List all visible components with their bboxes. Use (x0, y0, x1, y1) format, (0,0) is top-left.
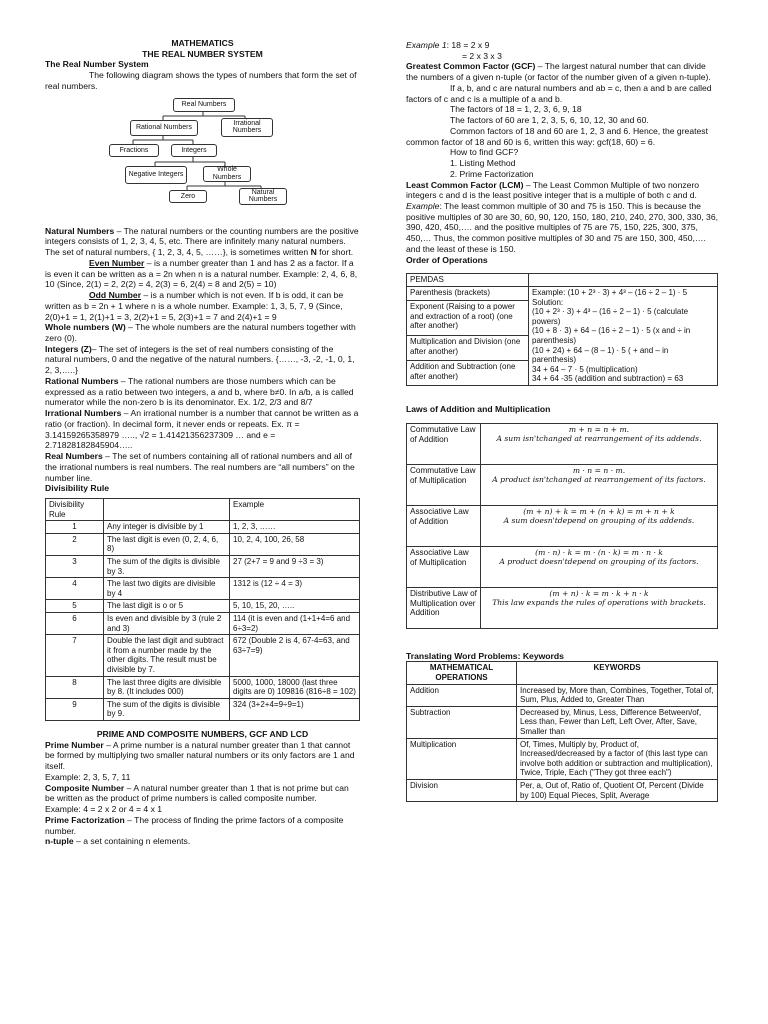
diagram-connectors (45, 96, 360, 224)
integers-def: Integers (Z)– The set of integers is the set of real numbers consisting of the natural numbers, 0 and the negative of the natural numbers. {……, -3, -2, -1, 0, 1, 2, 3,…..} (45, 343, 355, 376)
table-row (46, 533, 360, 555)
gcf-factors-def: If a, b, and c are natural numbers and ab = c, then a and b are called factors of c and c is a multiple of a and b. (406, 82, 712, 104)
laws-heading: Laws of Addition and Multiplication (406, 403, 551, 414)
table-cell: 1, 2, 3, …… (230, 521, 360, 534)
table-cell: 4 (46, 578, 104, 600)
node-rational-numbers: Rational Numbers (130, 120, 198, 136)
intro-paragraph: The following diagram shows the types of numbers that form the set of real numbers. (45, 70, 357, 91)
composite-def: Composite Number – A natural number greater than 1 that is not prime but can be written as the product of prime numbers is called composite number. (45, 782, 349, 804)
table-row (46, 521, 360, 534)
table-cell: The last digit is o or 5 (104, 600, 230, 613)
operation-cell: Parenthesis (brackets) (407, 287, 529, 301)
example-line: 34 + 64 -35 (addition and subtraction) = 63 (532, 374, 684, 384)
table-row (407, 779, 718, 801)
law-formula: m + n = n + m. (568, 424, 630, 434)
lcm-example: Example: The least common multiple of 30 and 75 is 150. This is because the positive multiples of 30 are 30, 60, 90, 120, 150, 180, 210, 240, 270, 300, 330, 36, 390, 420, 450,…. and the positive multiples of 75 are 75, 150, 225, 300, 375, 450,… Thus, the common positive multiples of 30 and 75 are 150, 300, 450,…. and the least of these is 150. (406, 201, 718, 254)
table-row (46, 635, 360, 676)
divisibility-header-cell: Divisibility Rule (46, 499, 104, 521)
table-row (407, 274, 718, 287)
table-cell: Addition (407, 684, 517, 706)
gcf-common: Common factors of 18 and 60 are 1, 2, 3 and 6. Hence, the greatest common factor of 18 and 60 is 6, written this way: gcf(18, 60) = 6. (406, 125, 708, 147)
law-name: Distributive Law of Multiplication over Addition (407, 587, 481, 628)
law-description: A sum doesn'tdepend on grouping of its addends. (503, 515, 695, 525)
table-cell: 9 (46, 698, 104, 720)
node-fractions: Fractions (109, 144, 159, 157)
doc-title: MATHEMATICS (171, 38, 234, 48)
table-cell: The last three digits are divisible by 8. (It includes 000) (104, 676, 230, 698)
table-row (407, 464, 718, 505)
table-cell: Division (407, 779, 517, 801)
right-column (406, 40, 718, 802)
table-cell: The last digit is even (0, 2, 4, 6, 8) (104, 533, 230, 555)
gcf-factors-18: The factors of 18 = 1, 2, 3, 6, 9, 18 (450, 104, 582, 115)
example-line: (10 + 2³ · 3) + 4³ – (16 ÷ 2 – 1) · 5 (calculate powers) (532, 307, 689, 326)
table-cell: 10, 2, 4, 100, 26, 58 (230, 533, 360, 555)
table-row (407, 505, 718, 546)
table-row (407, 706, 718, 738)
table-cell: Double the last digit and subtract it from a number made by the other digits. The result must be divisible by 7. (104, 635, 230, 676)
table-cell: Of, Times, Multiply by, Product of, Increased/decreased by a factor of (this last type can involve both addition or subtraction and multiplication), Twice, Triple, Each ("They got three each") (517, 738, 718, 779)
example-line: Solution: (532, 297, 564, 307)
law-name: Commutative Law of Multiplication (407, 464, 481, 505)
table-row (407, 287, 718, 301)
number-system-diagram (45, 96, 360, 224)
table-row (407, 423, 718, 464)
table-cell: Per, a, Out of, Ratio of, Quotient Of, Percent (Divide by 100) Equal Pieces, Split, Average (517, 779, 718, 801)
table-cell: 672 (Double 2 is 4, 67-4=63, and 63÷7=9) (230, 635, 360, 676)
rational-def: Rational Numbers – The rational numbers are those numbers which can be expressed as a ratio between two integers, a and b, where b≠0. In a/b, a is called numerator while the non-zero b is its denominator. Ex. 1/2, 2/3 and 8/7 (45, 375, 354, 408)
table-cell: 8 (46, 676, 104, 698)
table-row (46, 556, 360, 578)
law-formula: (m + n) + k = m + (n + k) = m + n + k (523, 506, 675, 516)
order-of-operations-table (406, 273, 718, 386)
node-irrational-numbers: Irrational Numbers (221, 118, 273, 137)
law-description: A product doesn'tdepend on grouping of its factors. (499, 556, 699, 566)
irrational-def: Irrational Numbers – An irrational number is a number that cannot be written as a ratio (or fraction). In decimal form, it never ends or repeats. Ex. π = 3.14159265358979 ….., √2 = 1.41421356237309 … and e = 2.71828182845904….. (45, 408, 359, 451)
gcf-factors-60: The factors of 60 are 1, 2, 3, 5, 6, 10, 12, 30 and 60. (450, 115, 649, 126)
table-cell: 1 (46, 521, 104, 534)
table-cell: Increased by, More than, Combines, Together, Total of, Sum, Plus, Added to, Greater Than (517, 684, 718, 706)
natural-def: Natural Numbers – The natural numbers or the counting numbers are the positive integers consists of 1, 2, 3, 4, 5, etc. There are infinitely many natural numbers. The set of natural numbers, { 1, 2, 3, 4, 5, ……}, is sometimes written N for short. (45, 225, 359, 258)
prime-def: Prime Number – A prime number is a natural number greater than 1 that cannot be formed by multiplying two smaller natural numbers or its only factors are 1 and itself. (45, 739, 355, 772)
prime-example: Example: 2, 3, 5, 7, 11 (45, 771, 131, 782)
law-content (481, 505, 718, 546)
table-cell: Decreased by, Minus, Less, Difference Between/of, Less than, Fewer than Left, Left Over, After, Save, Smaller than (517, 706, 718, 738)
keywords-header-cell: MATHEMATICAL OPERATIONS (407, 662, 517, 684)
how-gcf: How to find GCF? (450, 147, 519, 158)
table-cell: The sum of the digits is divisible by 9. (104, 698, 230, 720)
node-zero: Zero (169, 190, 207, 203)
node-negative-integers: Negative Integers (125, 166, 187, 184)
table-cell: 5 (46, 600, 104, 613)
operation-cell: Exponent (Raising to a power and extraction of a root) (one after another) (407, 301, 529, 336)
example1-line2: = 2 x 3 x 3 (462, 50, 502, 61)
table-row (46, 612, 360, 634)
divisibility-header-cell (104, 499, 230, 521)
table-cell: Subtraction (407, 706, 517, 738)
table-row (46, 676, 360, 698)
law-description: A product isn'tchanged at rearrangement of its factors. (492, 474, 706, 484)
pemdas-header: PEMDAS (407, 274, 529, 287)
table-row (407, 546, 718, 587)
how-gcf-1: 1. Listing Method (450, 158, 516, 169)
keywords-header-cell: KEYWORDS (517, 662, 718, 684)
node-natural-numbers: Natural Numbers (239, 188, 287, 205)
example-line: 34 + 64 – 7 · 5 (multiplication) (532, 364, 638, 374)
table-row (407, 587, 718, 628)
doc-subtitle: THE REAL NUMBER SYSTEM (142, 48, 263, 59)
law-name: Associative Law of Addition (407, 505, 481, 546)
left-column (45, 38, 360, 847)
table-row (407, 738, 718, 779)
divisibility-table (45, 498, 360, 721)
order-ops-heading: Order of Operations (406, 254, 488, 265)
divisibility-header-cell: Example (230, 499, 360, 521)
law-content (481, 587, 718, 628)
example-line: (10 + 8 · 3) + 64 – (16 ÷ 2 – 1) · 5 (x and ÷ in parenthesis) (532, 326, 691, 345)
table-cell: 5, 10, 15, 20, ….. (230, 600, 360, 613)
node-whole-numbers: Whole Numbers (203, 166, 251, 182)
law-name: Commutative Law of Addition (407, 423, 481, 464)
table-cell: 114 (it is even and (1+1+4=6 and 6÷3=2) (230, 612, 360, 634)
section-heading: The Real Number System (45, 59, 149, 70)
law-formula: m · n = n · m. (572, 465, 626, 475)
prime-factorization-def: Prime Factorization – The process of finding the prime factors of a composite number. (45, 814, 344, 836)
laws-table (406, 423, 718, 629)
table-cell: 7 (46, 635, 104, 676)
gcf-def: Greatest Common Factor (GCF) – The largest natural number that can divide the numbers of a given n-tuple (or factor of the number given of a given n-tuple). (406, 61, 711, 83)
table-cell: 324 (3+2+4=9÷9=1) (230, 698, 360, 720)
prime-section-title: PRIME AND COMPOSITE NUMBERS, GCF AND LCD (96, 728, 309, 739)
example-line: (10 + 24) + 64 – (8 – 1) · 5 ( + and – in parenthesis) (532, 345, 669, 365)
example-line: Example: (10 + 2³ · 3) + 4³ – (16 ÷ 2 – 1) · 5 (532, 288, 688, 298)
operation-cell: Multiplication and Division (one after another) (407, 336, 529, 361)
table-cell (529, 274, 718, 287)
table-cell: 2 (46, 533, 104, 555)
lcm-def: Least Common Factor (LCM) – The Least Common Multiple of two nonzero integers c and d is the least positive integer that is a multiple of both c and d. (406, 179, 700, 201)
law-formula: (m + n) · k = m · k + n · k (549, 588, 649, 598)
table-cell: 5000, 1000, 18000 (last three digits are 0) 109816 (816÷8 = 102) (230, 676, 360, 698)
node-real-numbers: Real Numbers (173, 98, 235, 112)
real-def: Real Numbers – The set of numbers containing all of rational numbers and all of the irrational numbers is real numbers. The real numbers are “all numbers” on the number line. (45, 451, 355, 483)
law-formula: (m · n) · k = m · (n · k) = m · n · k (535, 547, 663, 557)
node-integers: Integers (171, 144, 217, 157)
odd-def: Odd Number – is a number which is not even. If b is odd, it can be written as b = 2n + 1 where n is a whole number. Example: 1, 3, 5, 7, 9 (Since, 2(0)+1 = 1, 2(1)+1 = 3, 2(2)+1 = 5, 2(3)+1 = 7 and 2(4)+1 = 9 (45, 290, 344, 322)
table-row (46, 578, 360, 600)
table-row (407, 684, 718, 706)
even-def: Even Number – is a number greater than 1 and has 2 as a factor. If a is even it can be written as a = 2n when n is a natural number. Example: 2, 4, 6, 8, 10 (Since, 2(1) = 2, 2(2) = 4, 2(3) = 6, 2(4) = 8 and 2(5) = 10) (45, 257, 358, 290)
keywords-table (406, 661, 718, 802)
table-cell: Is even and divisible by 3 (rule 2 and 3) (104, 612, 230, 634)
law-content (481, 464, 718, 505)
table-cell: The sum of the digits is divisible by 3. (104, 556, 230, 578)
law-content (481, 423, 718, 464)
whole-def: Whole numbers (W) – The whole numbers are the natural numbers together with zero (0). (45, 322, 356, 344)
operation-cell: Addition and Subtraction (one after another) (407, 361, 529, 386)
law-description: A sum isn'tchanged at rearrangement of its addends. (496, 433, 702, 443)
divisibility-heading: Divisibility Rule (45, 483, 109, 494)
table-cell: 1312 is (12 ÷ 4 = 3) (230, 578, 360, 600)
table-cell: 6 (46, 612, 104, 634)
table-cell: The last two digits are divisible by 4 (104, 578, 230, 600)
table-row (46, 698, 360, 720)
law-description: This law expands the rules of operations with brackets. (492, 597, 706, 607)
operations-example (529, 287, 718, 386)
table-cell: 27 (2+7 = 9 and 9 ÷3 = 3) (230, 556, 360, 578)
law-content (481, 546, 718, 587)
table-cell: 3 (46, 556, 104, 578)
composite-example: Example: 4 = 2 x 2 or 4 = 4 x 1 (45, 804, 163, 815)
how-gcf-2: 2. Prime Factorization (450, 168, 534, 179)
ntuple-def: n-tuple – a set containing n elements. (45, 836, 191, 847)
table-cell: Multiplication (407, 738, 517, 779)
word-problems-heading: Translating Word Problems: Keywords (406, 650, 564, 661)
table-cell: Any integer is divisible by 1 (104, 521, 230, 534)
table-row (46, 600, 360, 613)
law-name: Associative Law of Multiplication (407, 546, 481, 587)
example1-line1: Example 1: 18 = 2 x 9 (406, 40, 490, 50)
